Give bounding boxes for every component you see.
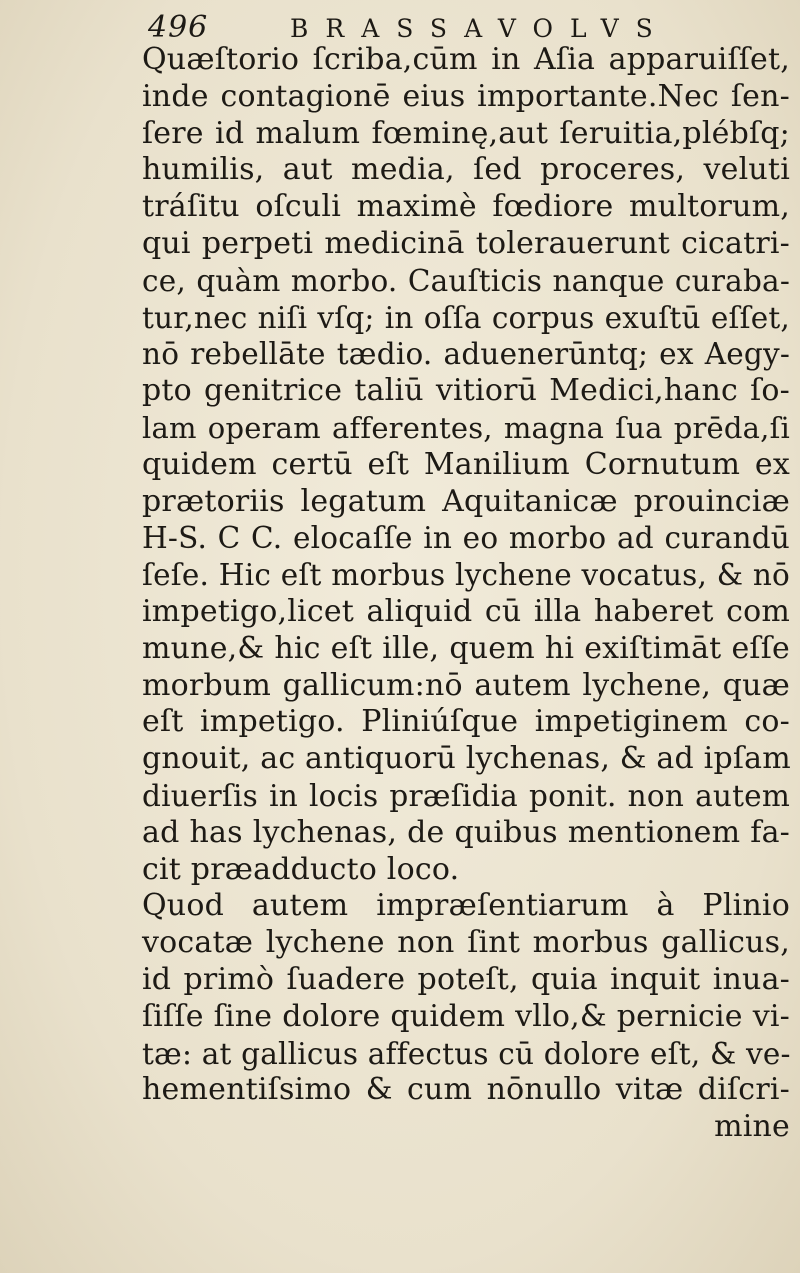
text-line: vocatæ lychene non ſint morbus gallicus,	[142, 925, 790, 961]
text-line: nō rebellāte tædio. aduenerūntq; ex Aegy-	[142, 337, 790, 372]
text-line: lam operam afferentes, magna ſua prēda,ſi	[142, 410, 790, 445]
text-line: gnouit, ac antiquorū lychenas, & ad ipſam	[142, 741, 791, 777]
text-line: ce, quàm morbo. Cauſticis nanque curaba-	[142, 263, 790, 298]
page-number: 496	[148, 10, 209, 45]
body-text	[142, 42, 790, 1146]
text-line: humilis, aut media, ſed proceres, veluti	[142, 152, 790, 188]
text-line: tráſitu oſculi maximè fœdiore multorum,	[142, 189, 790, 225]
text-line: morbum gallicum:nō autem lychene, quæ	[142, 667, 790, 703]
text-line: impetigo,licet aliquid cū illa haberet com	[142, 593, 790, 629]
text-line: hementiſsimo & cum nōnullo vitæ diſcri-	[142, 1072, 790, 1108]
text-line: prætoriis legatum Aquitanicæ prouinciæ	[142, 483, 790, 519]
text-line: id primò ſuadere poteſt, quia inquit inua-	[142, 961, 790, 997]
text-line: H-S. C C. elocaſſe in eo morbo ad curandū	[142, 521, 790, 556]
text-line: ad has lychenas, de quibus mentionem fa-	[142, 814, 790, 850]
text-line: Quæſtorio ſcriba,cūm in Aſia apparuiſſet,	[142, 42, 790, 77]
text-line: tæ: at gallicus affectus cū dolore eſt, & ve-	[142, 1036, 791, 1071]
running-head: BRASSAVOLVS	[290, 14, 670, 43]
text-line: pto genitrice taliū vitiorū Medici,hanc ſo-	[142, 373, 790, 409]
text-line: quidem certū eſt Manilium Cornutum ex	[142, 446, 790, 482]
page-header	[140, 4, 780, 44]
text-line: eſt impetigo. Pliniúſque impetiginem co-	[142, 704, 790, 740]
text-line: ſere id malum fœminę,aut ſeruitia,plébſq;	[142, 115, 790, 151]
text-line: mune,& hic eſt ille, quem hi exiſtimāt eſſe	[142, 630, 790, 666]
text-line: ſiſſe ſine dolore quidem vllo,& pernicie vi-	[142, 998, 790, 1034]
text-line: ſeſe. Hic eſt morbus lychene vocatus, & nō	[142, 558, 790, 593]
text-line: Quod autem impræſentiarum à Plinio	[142, 888, 790, 924]
text-line: mine	[714, 1109, 790, 1145]
text-line: diuerſis in locis præſidia ponit. non autem	[142, 778, 790, 813]
text-line: qui perpeti medicinā tolerauerunt cicatri-	[142, 225, 790, 261]
text-line: cit præadducto loco.	[142, 851, 460, 887]
text-line: tur,nec niſi vſq; in oſſa corpus exuſtū eſſet,	[142, 300, 790, 335]
text-line: inde contagionē eius importante.Nec ſen-	[142, 78, 790, 114]
